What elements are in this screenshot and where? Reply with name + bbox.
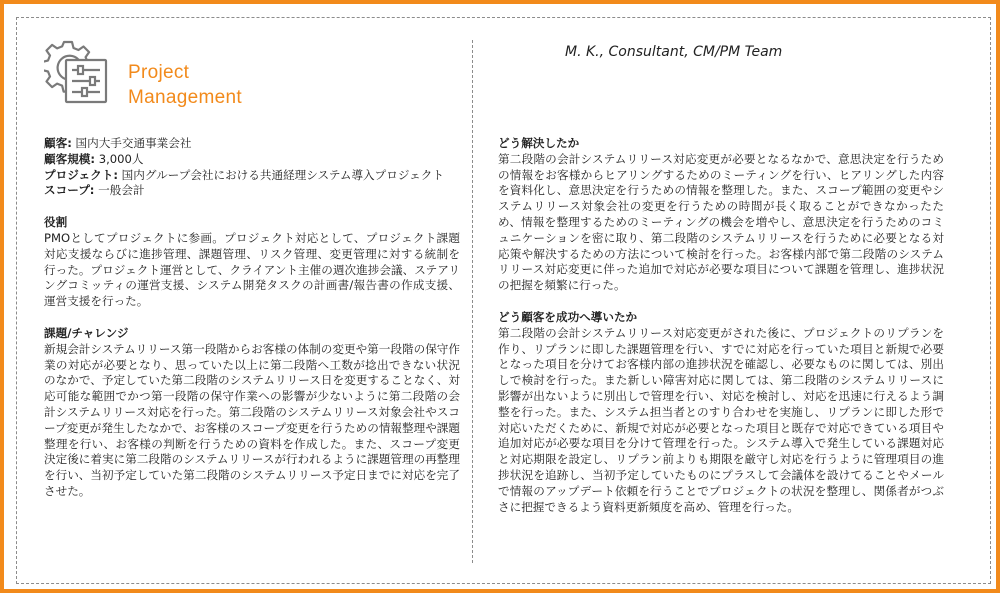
client-field bbox=[44, 136, 460, 152]
scope-label: スコープ: bbox=[44, 183, 95, 198]
title-line-2: Management bbox=[128, 87, 242, 108]
scale-value: 3,000人 bbox=[98, 151, 144, 166]
left-column bbox=[44, 136, 460, 500]
success-body: 第二段階の会計システムリリース対応変更がされた後に、プロジェクトのリプランを作り、リプランに即した課題管理を行い、すでに対応を行っていた項目と新規で必要となった項目を分けてお客様内部の進捗状況を確認し、必要なものに関しては、別出しで検討を行った。また新しい障害対応に関しては、第二段階のシステムリリースに影響が出ないように別出しで管理を行い、対応を検討し、対応を迅速に行えるよう調整を行った。また、システム担当者とのすり合わせを実施し、リプランに即した形で対応いただくために、新規で対応が必要となった項目と既存で対応できている項目や追加対応が必要な項目を分けて管理を行った。システム導入で発生している課題対応と対応期限を設定し、リプラン前よりも期限を厳守し対応を行うように管理項目の進捗状況を追跡し、当初予定していたものにプラスして会議体を設けてることやメールで情報のアップデート依頼を行うことでプロジェクトの状況を整理し、関係者がつぶさに把握できるよう資料更新頻度を高め、管理を行った。 bbox=[498, 325, 944, 514]
gear-sliders-icon bbox=[44, 38, 116, 110]
role-section bbox=[44, 215, 460, 310]
success-section bbox=[498, 310, 944, 515]
challenge-heading: 課題/チャレンジ bbox=[44, 325, 129, 340]
challenge-body: 新規会計システムリリース第一段階からお客様の体制の変更や第一段階の保守作業の対応が必要となり、思っていた以上に第二段階へ工数が捻出できない状況のなかで、予定していた第二段階のシステムリリース日を変更することなく、対応可能な範囲でかつ第一段階の保守作業への影響が少ないように第二段階の会計システムリリース対応を行った。第二段階のシステムリリース対象会社やスコープ変更が発生したなかで、お客様のスコープ変更を行うための情報整理や課題整理を行い、お客様の判断を行うための資料を作成した。また、スコープ変更決定後に着実に第二段階のシステムリリースが行われるように課題管理の再整理を行い、当初予定していた第二段階のシステムリリース予定日までに対応を完了させた。 bbox=[44, 341, 460, 498]
column-divider bbox=[472, 40, 473, 563]
author-credit: M. K., Consultant, CM/PM Team bbox=[565, 44, 783, 60]
scale-field bbox=[44, 152, 460, 168]
project-label: プロジェクト: bbox=[44, 167, 118, 182]
project-value: 国内グループ会社における共通経理システム導入プロジェクト bbox=[121, 167, 444, 182]
title-line-1: Project bbox=[128, 62, 190, 83]
header bbox=[44, 38, 304, 118]
scope-field bbox=[44, 183, 460, 199]
challenge-section bbox=[44, 326, 460, 500]
right-column bbox=[498, 136, 944, 515]
page-title bbox=[128, 60, 242, 110]
scale-label: 顧客規模: bbox=[44, 151, 96, 166]
scope-value: 一般会計 bbox=[98, 183, 145, 198]
success-heading: どう顧客を成功へ導いたか bbox=[498, 309, 638, 324]
client-value: 国内大手交通事業会社 bbox=[75, 136, 192, 150]
solution-section bbox=[498, 136, 944, 294]
solution-body: 第二段階の会計システムリリース対応変更が必要となるなかで、意思決定を行うための情報をお客様からヒアリングするためのミーティングを行い、ヒアリングした内容を資料化し、意思決定を行うための情報を整理した。また、スコープ範囲の変更やシステムリリース対象会社の変更を行うための時間が長く取ることができなかったため、情報を整理するためのミーティングの機会を増やし、意思決定を行うためのコミュニケーションを密に取り、第二段階のシステムリリースを行うために必要となる対応策や解決するための方法について検討を行った。お客様内部で第二段階のシステムリリース対応変更に伴った追加で対応が必要な項目について課題を管理し、進捗状況の把握を頻繁に行った。 bbox=[498, 151, 944, 293]
project-field bbox=[44, 168, 460, 184]
client-label: 顧客: bbox=[44, 136, 72, 150]
role-heading: 役割 bbox=[44, 215, 68, 230]
role-body: PMOとしてプロジェクトに参画。プロジェクト対応として、プロジェクト課題対応支援ならびに進捗管理、課題管理、リスク管理、変更管理に対する統制を行った。プロジェクト運営として、クライアント主催の週次進捗会議、ステアリングコミッティの運営支援、システム開発タスクの計画書/報告書の作成支援、運営支援を行った。 bbox=[44, 230, 460, 309]
solution-heading: どう解決したか bbox=[498, 136, 580, 150]
